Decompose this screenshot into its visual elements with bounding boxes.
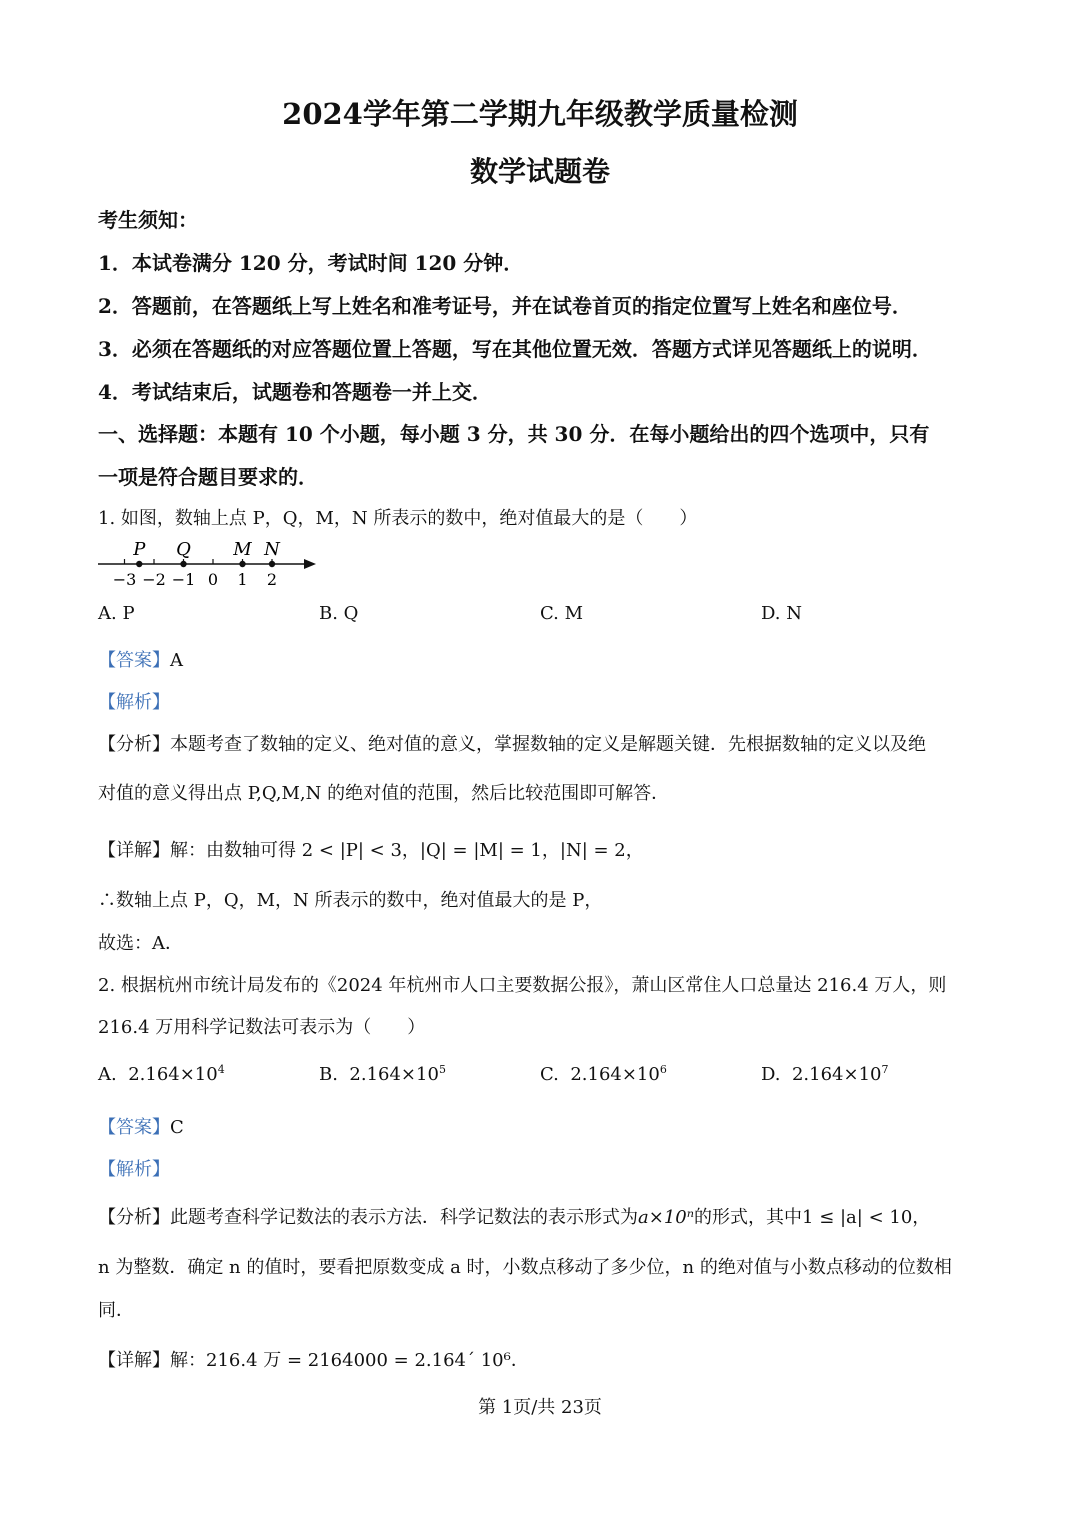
q2-option-a-letter: A. [98, 1064, 117, 1085]
page-title: 2024学年第二学期九年级教学质量检测 [282, 97, 798, 131]
q2-analysis-text-1a: 此题考查科学记数法的表示方法．科学记数法的表示形式为 [170, 1207, 638, 1228]
q2-option-d-base: 2.164×10 [791, 1064, 882, 1085]
section-heading-line-1: 一、选择题：本题有 10 个小题，每小题 3 分，共 30 分．在每小题给出的四个选项中，只有 [98, 422, 930, 446]
number-line-tick-label: −3 [112, 570, 137, 589]
number-line-point-label: P [133, 539, 146, 560]
q1-detail-math: 2 < |P| < 3，|Q| = |M| = 1，|N| = 2， [301, 840, 644, 861]
q1-option-d: D. N [761, 603, 802, 624]
number-line-tick-label: 1 [237, 570, 248, 589]
q2-option-c-base: 2.164×10 [570, 1064, 660, 1085]
q1-detail-prefix: 解：由数轴可得 [170, 840, 296, 861]
notice-item-1: 1．本试卷满分 120 分，考试时间 120 分钟． [98, 251, 524, 275]
number-line-tick-label: 0 [207, 570, 219, 589]
number-line-tick-label: −1 [171, 570, 196, 589]
q2-option-b-exp: 5 [438, 1063, 446, 1076]
q2-option-d [761, 1063, 889, 1085]
q2-analysis-line-3: 同． [98, 1300, 134, 1321]
notice-heading: 考生须知： [98, 208, 198, 232]
q1-detail-line-2: ∴数轴上点 P，Q，M，N 所表示的数中，绝对值最大的是 P， [98, 890, 603, 911]
q1-detail-label: 【详解】 [98, 840, 170, 861]
number-line-point-label: Q [176, 539, 191, 560]
q1-analysis-label: 【分析】 [98, 734, 170, 755]
q1-option-c: C. M [540, 603, 584, 624]
number-line-tick-label: 2 [266, 570, 278, 589]
q2-analysis-text-1c: 的形式，其中 [694, 1207, 803, 1228]
q2-analysis-range: 1 ≤ |a| < 10， [802, 1207, 931, 1228]
q1-option-a: A. P [98, 603, 135, 624]
q2-option-d-exp: 7 [881, 1063, 889, 1076]
q1-analysis-line-2: 对值的意义得出点 P,Q,M,N 的绝对值的范围，然后比较范围即可解答． [98, 783, 670, 804]
number-line-point-label: M [233, 539, 252, 560]
q1-answer [98, 646, 183, 672]
q2-option-b-letter: B. [319, 1064, 338, 1085]
q2-option-a [98, 1063, 225, 1085]
number-line-arrow [304, 559, 316, 569]
number-line-point [269, 561, 275, 567]
q2-stem-line-2: 216.4 万用科学记数法可表示为（ ） [98, 1017, 426, 1038]
q1-detail-line-1 [98, 836, 644, 862]
section-heading-line-2: 一项是符合题目要求的． [98, 465, 318, 489]
q2-option-b [319, 1063, 446, 1085]
q2-detail-line [98, 1346, 529, 1372]
q2-analysis-line-2: n 为整数．确定 n 的值时，要看把原数变成 a 时，小数点移动了多少位，n 的绝对值与小数点移动的位数相 [98, 1257, 952, 1278]
q1-option-b: B. Q [319, 603, 359, 624]
notice-item-4: 4．考试结束后，试题卷和答题卷一并上交． [98, 380, 492, 404]
notice-item-3: 3．必须在答题纸的对应答题位置上答题，写在其他位置无效．答题方式详见答题纸上的说明． [98, 337, 932, 361]
q2-answer-value: C [170, 1117, 184, 1138]
q2-answer [98, 1113, 184, 1139]
q1-analysis-line-1 [98, 730, 926, 756]
q2-option-b-base: 2.164×10 [349, 1064, 439, 1085]
number-line-point [180, 561, 186, 567]
q2-answer-label: 【答案】 [98, 1117, 170, 1138]
q2-jiexi-label: 【解析】 [98, 1159, 170, 1180]
q1-analysis-text-1: 本题考查了数轴的定义、绝对值的意义，掌握数轴的定义是解题关键．先根据数轴的定义以及绝 [170, 734, 926, 755]
notice-item-2: 2．答题前，在答题纸上写上姓名和准考证号，并在试卷首页的指定位置写上姓名和座位号． [98, 294, 912, 318]
number-line-point [239, 561, 245, 567]
q1-jiexi-label: 【解析】 [98, 692, 170, 713]
q1-answer-label: 【答案】 [98, 650, 170, 671]
q2-option-d-letter: D. [761, 1064, 781, 1085]
q2-stem-line-1: 2. 根据杭州市统计局发布的《2024 年杭州市人口主要数据公报》，萧山区常住人口总量达 216.4 万人，则 [98, 975, 947, 996]
number-line-point [136, 561, 142, 567]
q1-detail-line-3: 故选：A． [98, 933, 183, 954]
number-line-figure [96, 534, 326, 594]
q2-detail-text: 解：216.4 万 = 2164000 = 2.164´ 10⁶． [170, 1350, 529, 1371]
q2-option-c-exp: 6 [659, 1063, 667, 1076]
q1-answer-value: A [170, 650, 183, 671]
number-line-tick-label: −2 [142, 570, 166, 589]
q2-analysis-formula: a×10ⁿ [638, 1207, 695, 1228]
q1-stem: 1. 如图，数轴上点 P，Q，M，N 所表示的数中，绝对值最大的是（ ） [98, 508, 698, 529]
number-line-point-label: N [264, 539, 280, 560]
q2-option-c [540, 1063, 667, 1085]
q2-analysis-line-1 [98, 1203, 930, 1229]
q2-detail-label: 【详解】 [98, 1350, 170, 1371]
q2-option-a-base: 2.164×10 [128, 1064, 218, 1085]
q2-option-c-letter: C. [540, 1064, 559, 1085]
page-footer: 第 1页/共 23页 [478, 1397, 602, 1418]
q2-option-a-exp: 4 [217, 1063, 225, 1076]
page-subtitle: 数学试题卷 [469, 155, 610, 188]
q2-analysis-label: 【分析】 [98, 1207, 170, 1228]
